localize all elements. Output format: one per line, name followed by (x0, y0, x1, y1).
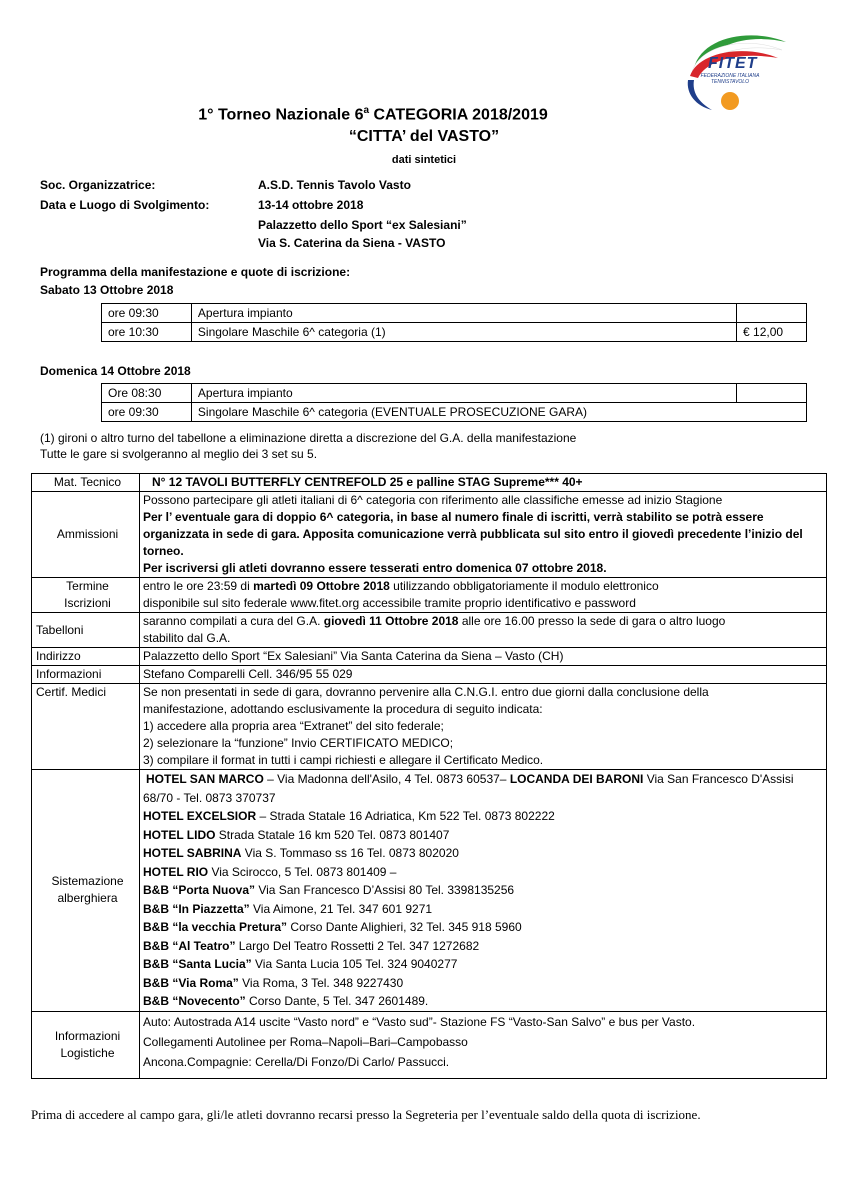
organizer-value: A.S.D. Tennis Tavolo Vasto (258, 178, 411, 192)
event-cell: Singolare Maschile 6^ categoria (EVENTUALE PROSECUZIONE GARA) (191, 403, 806, 422)
page-title: 1° Torneo Nazionale 6$^a$ CATEGORIA 2018/2019 (198, 105, 548, 124)
table-row (32, 578, 827, 613)
page-caption: dati sintetici (391, 154, 457, 166)
certificati-value: Se non presentati in sede di gara, dovranno pervenire alla C.N.G.I. entro due giorni dalla conclusione della manifestazione, adottando esclusivamente la procedura di seguito indicata: 1) accedere alla propria area “Extranet” del sito federale; 2) selezionare la “funzione” Invio CERTIFICATO MEDICO; 3) compilare il format in tutti i campi richiesti e allegare il Certificato Medico. (140, 684, 827, 770)
logo-name: FITET (708, 55, 758, 72)
date-value: 13-14 ottobre 2018 (258, 198, 364, 212)
mat-value: N° 12 TAVOLI BUTTERFLY CENTREFOLD 25 e palline STAG Supreme*** 40+ (140, 474, 827, 492)
termine-value: entro le ore 23:59 di martedì 09 Ottobre 2018 utilizzando obbligatoriamente il modulo elettronico disponibile sul sito federale www.fitet.org accessibile tramite proprio identificativo e password (140, 578, 827, 613)
venue-line-1: Palazzetto dello Sport “ex Salesiani” (258, 218, 467, 232)
tabelloni-value: saranno compilati a cura del G.A. giovedì 11 Ottobre 2018 alle ore 16.00 presso la sede di gara o altro luogo stabilito dal G.A. (140, 613, 827, 648)
fee-cell (737, 304, 807, 323)
page-subtitle: “CITTA’ del VASTO” (348, 128, 500, 145)
indirizzo-value: Palazzetto dello Sport “Ex Salesiani” Via Santa Caterina da Siena – Vasto (CH) (140, 648, 827, 666)
note-1: (1) gironi o altro turno del tabellone a eliminazione diretta a discrezione del G.A. della manifestazione (40, 431, 577, 445)
date-label: Data e Luogo di Svolgimento: (40, 198, 210, 212)
logistiche-value: Auto: Autostrada A14 uscite “Vasto nord” e “Vasto sud”- Stazione FS “Vasto-San Salvo” e bus per Vasto. Collegamenti Autolinee per Roma–Napoli–Bari–Campobasso Ancona.Compagnie: Cerella/Di Fonzo/Di Carlo/ Passucci. (140, 1011, 827, 1078)
table-row (102, 403, 807, 422)
sistemazione-label: Sistemazione alberghiera (32, 770, 140, 1012)
time-cell: ore 09:30 (102, 304, 192, 323)
table-row (102, 384, 807, 403)
fee-cell: € 12,00 (737, 323, 807, 342)
time-cell: ore 10:30 (102, 323, 192, 342)
table-row (32, 684, 827, 770)
table-row (32, 474, 827, 492)
logistiche-label: Informazioni Logistiche (32, 1011, 140, 1078)
organizer-label: Soc. Organizzatrice: (40, 178, 156, 192)
mat-label: Mat. Tecnico (32, 474, 140, 492)
event-cell: Singolare Maschile 6^ categoria (1) (191, 323, 736, 342)
termine-label: Termine Iscrizioni (32, 578, 140, 613)
event-cell: Apertura impianto (191, 384, 736, 403)
logo-subtitle: FEDERAZIONE ITALIANA TENNISTAVOLO (700, 73, 760, 85)
table-row (32, 666, 827, 684)
sistemazione-value: HOTEL SAN MARCO – Via Madonna dell'Asilo, 4 Tel. 0873 60537– LOCANDA DEI BARONI Via San Francesco D'Assisi 68/70 - Tel. 0873 370737 HOTEL EXCELSIOR – Strada Statale 16 Adriatica, Km 522 Tel. 0873 802222 HOTEL LIDO Strada Statale 16 km 520 Tel. 0873 801407 HOTEL SABRINA Via S. Tommaso ss 16 Tel. 0873 802020 HOTEL RIO Via Scirocco, 5 Tel. 0873 801409 – B&B “Porta Nuova” Via San Francesco D’Assisi 80 Tel. 3398135256 B&B “In Piazzetta” Via Aimone, 21 Tel. 347 601 9271 B&B “la vecchia Pretura” Corso Dante Alighieri, 32 Tel. 345 918 5960 B&B “Al Teatro” Largo Del Teatro Rossetti 2 Tel. 347 1272682 B&B “Santa Lucia” Via Santa Lucia 105 Tel. 324 9040277 B&B “Via Roma” Via Roma, 3 Tel. 348 9227430 B&B “Novecento” Corso Dante, 5 Tel. 347 2601489. (140, 770, 827, 1012)
programma-heading: Programma della manifestazione e quote di iscrizione: (40, 265, 351, 279)
informazioni-value: Stefano Comparelli Cell. 346/95 55 029 (140, 666, 827, 684)
table-row (32, 1011, 827, 1078)
details-table (31, 473, 827, 1079)
table-row (102, 304, 807, 323)
event-cell: Apertura impianto (191, 304, 736, 323)
certificati-label: Certif. Medici (32, 684, 140, 770)
tabelloni-label: Tabelloni (32, 613, 140, 648)
table-row (32, 648, 827, 666)
sunday-schedule (101, 383, 807, 422)
footer-note: Prima di accedere al campo gara, gli/le atleti dovranno recarsi presso la Segreteria per l’eventuale saldo della quota di iscrizione. (31, 1107, 701, 1122)
venue-line-2: Via S. Caterina da Siena - VASTO (258, 236, 446, 250)
informazioni-label: Informazioni (32, 666, 140, 684)
ammissioni-value: Possono partecipare gli atleti italiani di 6^ categoria con riferimento alle classifiche emesse ad inizio Stagione Per l’ eventuale gara di doppio 6^ categoria, in base al numero finale di iscritti, verrà stabilito se potrà essere organizzata in sede di gara. Apposita comunicazione verrà pubblicata sul sito entro il giovedì precedente l’inizio del torneo. Per iscriversi gli atleti dovranno essere tesserati entro domenica 07 ottobre 2018. (140, 492, 827, 578)
fee-cell (737, 384, 807, 403)
sunday-label: Domenica 14 Ottobre 2018 (40, 364, 191, 378)
note-2: Tutte le gare si svolgeranno al meglio dei 3 set su 5. (40, 447, 318, 461)
saturday-schedule (101, 303, 807, 342)
time-cell: ore 09:30 (102, 403, 192, 422)
table-row (102, 323, 807, 342)
table-row (32, 770, 827, 1012)
ammissioni-label: Ammissioni (32, 492, 140, 578)
indirizzo-label: Indirizzo (32, 648, 140, 666)
table-row (32, 492, 827, 578)
time-cell: Ore 08:30 (102, 384, 192, 403)
table-row (32, 613, 827, 648)
saturday-label: Sabato 13 Ottobre 2018 (40, 283, 174, 297)
